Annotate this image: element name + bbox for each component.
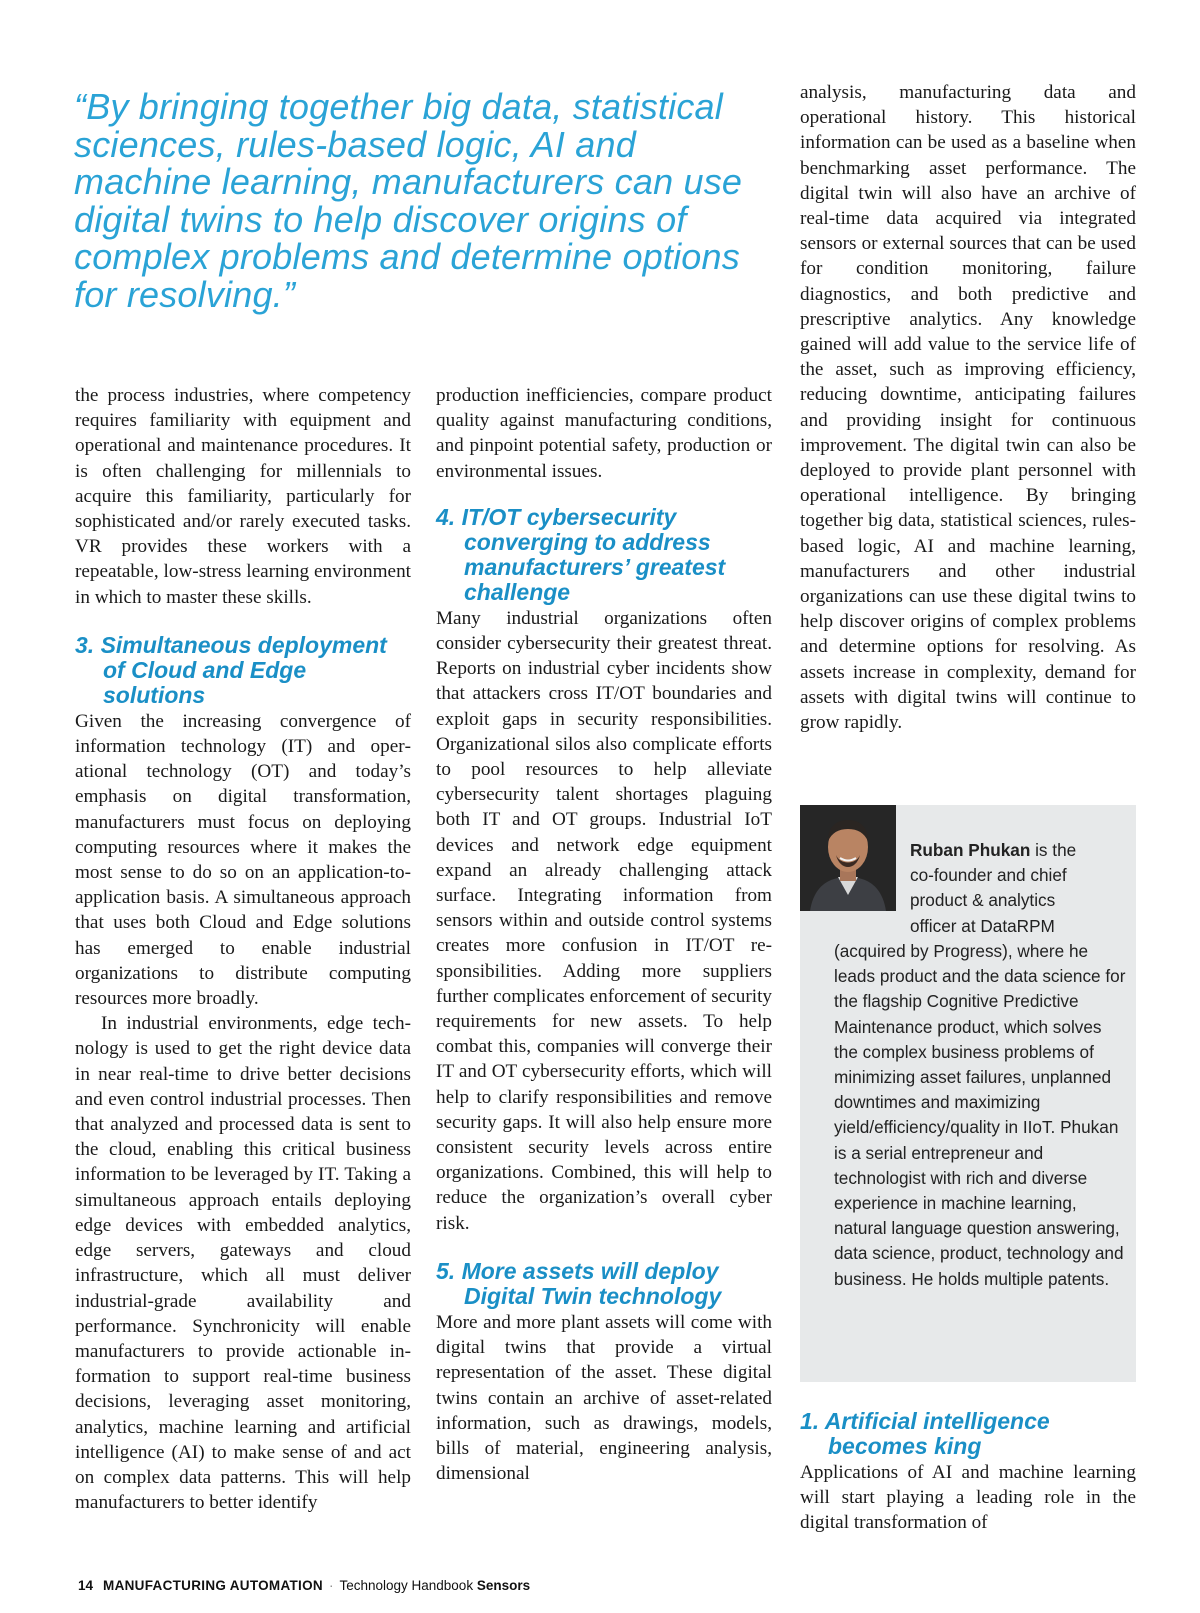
paragraph: In industrial environments, edge technology is used to get the right device data in near real-time to drive better decisions and even control industrial processes. Then that analyzed and processed data is sent to the cloud, enabling this critical business information to be leveraged by IT. Taking a simultaneous approach entails deploying edge devices with embedded analytics, edge servers, gateways and cloud infrastructure, which all must deliver industrial-grade availability and performance. Synchronicity will enable manufacturers to provide actionable information to support real-time business decisions, leveraging asset monitoring, analytics, machine learning and artificial intelligence (AI) to make sense of and act on complex data patterns. This will help manufacturers to better identify <box>75 1013 411 1514</box>
bio-line: is the <box>1035 840 1077 860</box>
section-name: Sensors <box>476 1578 531 1593</box>
section-heading-1: 1. Artificial intelligence becomes king <box>800 1408 1050 1459</box>
section-heading-4: 4. IT/OT cybersecurity converging to address manufacturers’ greatest challenge <box>436 503 726 605</box>
bio-line: co-founder and chief <box>910 865 1067 886</box>
section-heading-5: 5. More assets will deploy Digital Twin technology <box>436 1257 722 1309</box>
author-photo <box>800 805 896 911</box>
publication-name: MANUFACTURING AUTOMATION <box>103 1578 323 1593</box>
paragraph: the process industries, where competency requires familiarity with equipment and operational and maintenance procedures. It is often challenging for millennials to acquire this familiarity, particularly for sophisticated and/or rarely executed tasks. VR provides these workers with a repeatable, low-stress learning environment in which to master these skills. <box>75 385 411 608</box>
handbook-title: Technology Handbook <box>339 1578 474 1593</box>
bio-intro <box>910 838 1130 863</box>
paragraph: production inefficiencies, compare product quality against manufacturing conditions, and pinpoint potential safety, production or environmental issues. <box>436 385 772 482</box>
section-heading-3: 3. Simultaneous deployment of Cloud and Edge solutions <box>75 631 387 708</box>
paragraph: More and more plant assets will come with digital twins that provide a virtual representation of the asset. These digital twins contain an archive of asset-related information, such as drawings, models, bills of material, engineering analysis, dimensional <box>436 1311 772 1485</box>
page-footer <box>78 1578 530 1593</box>
bio-text: (acquired by Progress), where he leads product and the data science for the flagship Cognitive Predictive Maintenance product, which solves the complex business problems of minimizing asset failures, unplanned downtimes and maximizing yield/efficiency/​quality in IIoT. Phukan is a serial entrepreneur and technologist with rich and diverse experience in machine learning, natural language question answering, data science, product, technology and business. He holds multiple patents. <box>834 941 1126 1289</box>
author-portrait-icon <box>800 805 896 911</box>
bio-top <box>910 838 1130 939</box>
column-3-bottom <box>800 1409 1136 1536</box>
footer-separator: · <box>328 1578 334 1593</box>
paragraph: Given the increasing convergence of information technology (IT) and operational technology (OT) and today’s emphasis on digital transformation, manufacturers must focus on deploying computing resources where it makes the most sense to do so on an application-to-application basis. A simultaneous approach that uses both Cloud and Edge solutions has emerged to enable industrial organizations to distribute computing resources more broadly. <box>75 710 411 1010</box>
pull-quote: “By bringing together big data, statistical sciences, rules-based logic, AI and machine learning, manufacturers can use digital twins to help discover origins of complex problems and determine options for resolving.” <box>74 86 743 315</box>
column-2 <box>436 383 772 1486</box>
bio-line: officer at DataRPM <box>910 915 1055 936</box>
column-1 <box>75 383 411 1515</box>
page-number: 14 <box>78 1578 94 1593</box>
paragraph: Applications of AI and machine learning will start playing a leading role in the digital transformation of <box>800 1462 1136 1534</box>
author-name: Ruban Phukan <box>910 840 1031 860</box>
bio-line: product & analytics <box>910 890 1056 911</box>
column-3 <box>800 80 1136 735</box>
paragraph: analysis, manufacturing data and operational history. This historical information can be used as a baseline when benchmarking asset performance. The digital twin will also have an archive of real-time data acquired via integrated sensors or external sources that can be used for condition monitoring, failure diagnostics, and both predictive and prescriptive analytics. Any knowledge gained will add value to the service life of the asset, such as improving efficiency, reducing downtime, anticipating failures and providing insight for continuous improvement. The digital twin can also be deployed to provide plant personnel with operational intelligence. By bringing together big data, statistical sciences, rules-based logic, AI and machine learning, manufacturers and other industrial organizations can use these digital twins to help discover origins of complex problems and determine options for resolving. As assets increase in complexity, demand for assets with digital twins will continue to grow rapidly. <box>800 82 1136 734</box>
paragraph: Many industrial organizations often consider cybersecurity their greatest threat. Reports on industrial cyber incidents show that attackers cross IT/​OT boundaries and exploit gaps in security responsibilities. Organizational silos also complicate efforts to pool resources to help alleviate cybersecurity talent shortages plaguing both IT and OT groups. Industrial IoT devices and network edge equipment expand an already challenging attack surface. Integrating information from sensors within and outside control systems creates more confusion in IT/OT responsibilities. Adding more suppliers further complicates enforcement of security requirements for new assets. To help combat this, companies will converge their IT and OT cybersecurity efforts, which will help to clarify responsibilities and remove security gaps. It will also help ensure more consistent security levels across entire organizations. Combined, this will help to reduce the organization’s overall cyber risk. <box>436 607 772 1234</box>
bio-bottom <box>834 939 1126 1292</box>
